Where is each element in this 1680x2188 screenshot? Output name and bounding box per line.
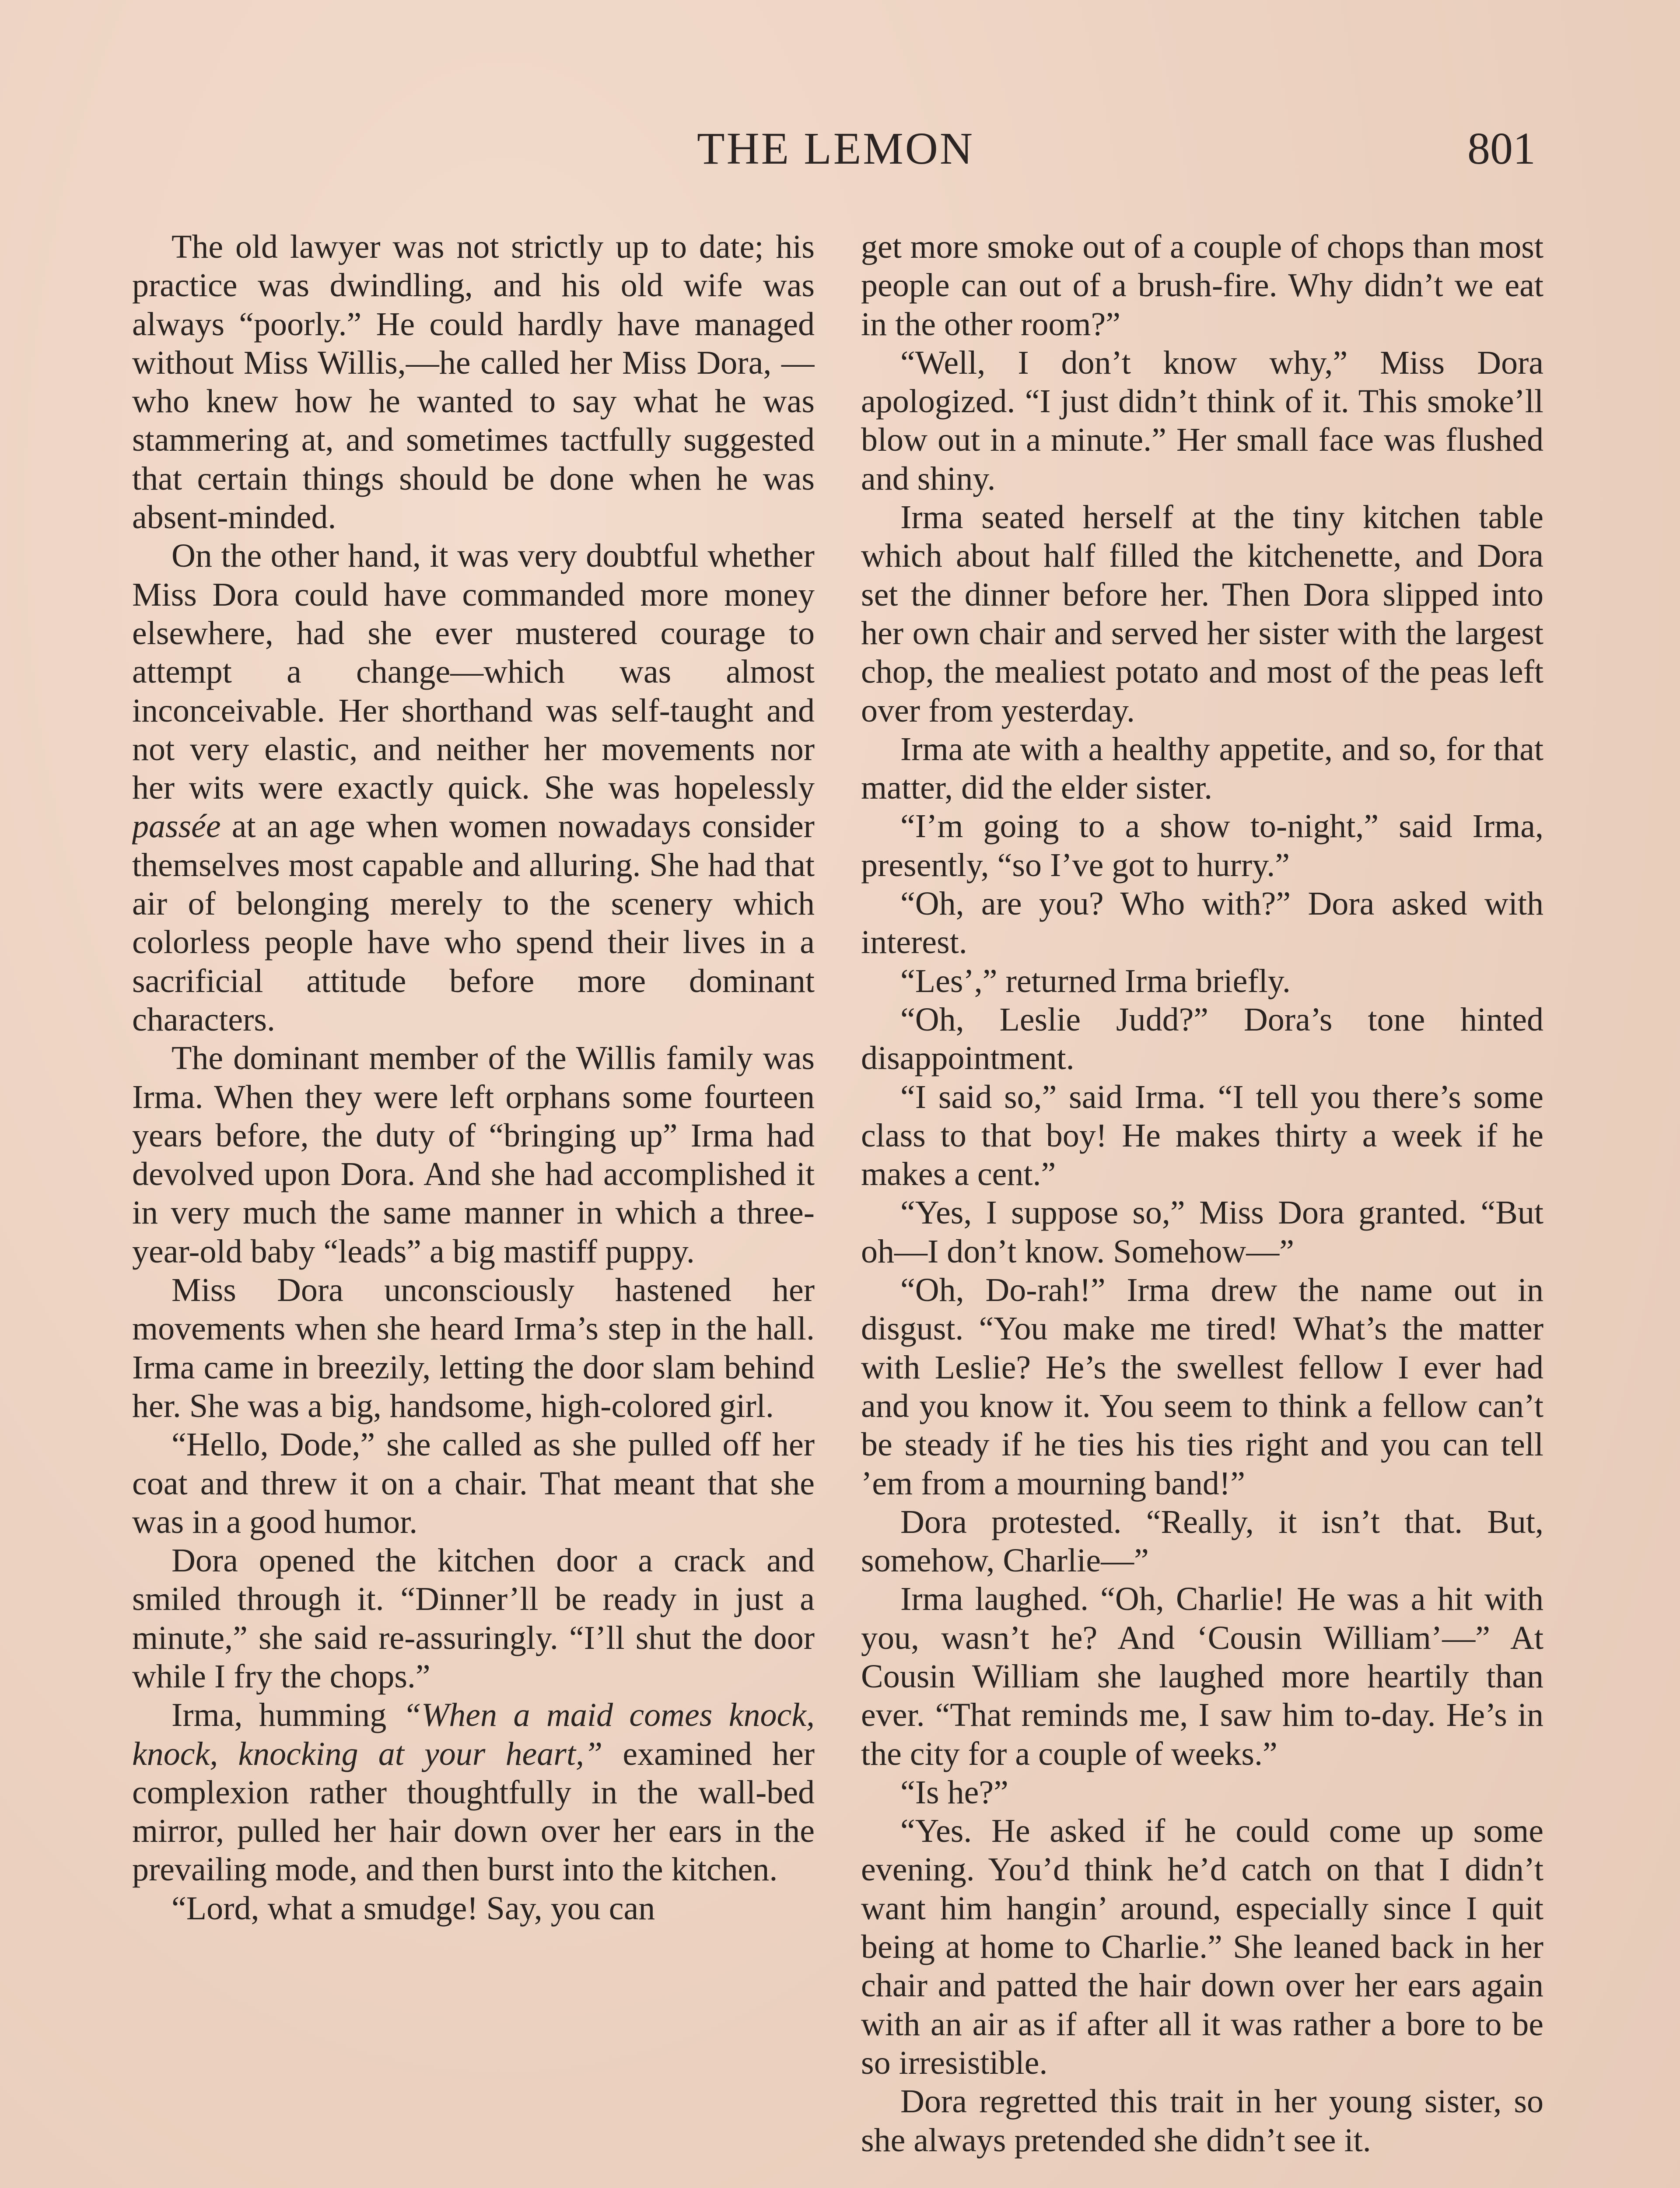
paragraph: “Oh, are you? Who with?” Dora asked with interest. — [861, 885, 1544, 961]
paragraph: Irma seated herself at the tiny kitchen table which about half filled the kitchenette, and Dora set the dinner before her. Then Dora slipped into her own chair and served her sister with the largest chop, the mealiest potato and most of the peas left over from yesterday. — [861, 499, 1544, 729]
paragraph: “Les’,” returned Irma briefly. — [900, 962, 1291, 999]
paragraph-text: examined her complexion rather thoughtfully in the wall-bed mirror, pulled her hair down over her ears in the prevailing mode, and then burst into the kitchen. — [132, 1735, 815, 1888]
paragraph: “I said so,” said Irma. “I tell you there’s some class to that boy! He makes thirty a week if he makes a cent.” — [861, 1078, 1544, 1193]
paragraph: “Yes. He asked if he could come up some evening. You’d think he’d catch on that I didn’t want him hangin’ around, especially since I quit being at home to Charlie.” She leaned back in her chair and patted the hair down over her ears again with an air as if after all it was rather a bore to be so irresistible. — [861, 1813, 1544, 2081]
paragraph: Dora opened the kitchen door a crack and smiled through it. “Dinner’ll be ready in just a minute,” she said re-assuringly. “I’ll shut the door while I fry the chops.” — [132, 1542, 815, 1695]
paragraph: “Yes, I suppose so,” Miss Dora granted. “But oh—I don’t know. Somehow—” — [861, 1194, 1544, 1270]
paragraph: “Lord, what a smudge! Say, you can — [172, 1890, 655, 1927]
paragraph-text: at an age when women nowadays consider themselves most capable and alluring. She had that air of belonging merely to the scenery which colorless people have who spend their lives in a sacrificial attitude before more dominant characters. — [132, 808, 815, 1038]
page-number: 801 — [1467, 123, 1536, 174]
running-head — [136, 123, 1536, 184]
paragraph-text: Irma, humming — [172, 1697, 403, 1734]
paragraph: “Is he?” — [900, 1774, 1008, 1811]
paragraph: The dominant member of the Willis family was Irma. When they were left orphans some fourteen years before, the duty of “bringing up” Irma had devolved upon Dora. And she had accomplished it in very much the same manner in which a three-year-old baby “leads” a big mastiff puppy. — [132, 1040, 815, 1270]
italic-phrase: “When a maid comes knock, knock, knocking at your heart,” — [132, 1697, 815, 1772]
paragraph: Irma laughed. “Oh, Charlie! He was a hit with you, wasn’t he? And ‘Cousin William’—” At Cousin William she laughed more heartily than ever. “That reminds me, I saw him to-day. He’s in the city for a couple of weeks.” — [861, 1581, 1544, 1772]
right-text-column — [861, 228, 1544, 2188]
paragraph: Dora regretted this trait in her young sister, so she always pretended she didn’t see it. — [861, 2083, 1544, 2159]
paragraph: “Oh, Leslie Judd?” Dora’s tone hinted disappointment. — [861, 1001, 1544, 1077]
paragraph: “Oh, Do-rah!” Irma drew the name out in disgust. “You make me tired! What’s the matter with Leslie? He’s the swellest fellow I ever had and you know it. You seem to think a fellow can’t be steady if he ties his ties right and you can tell ’em from a mourning band!” — [861, 1272, 1544, 1502]
paragraph — [132, 536, 815, 1039]
paragraph: get more smoke out of a couple of chops than most people can out of a brush-fire. Why didn’t we eat in the other room?” — [861, 228, 1544, 343]
left-text-column — [132, 228, 815, 2188]
paragraph-text: On the other hand, it was very doubtful whether Miss Dora could have commanded more money elsewhere, had she ever mustered courage to attempt a change—which was almost inconceivable. Her shorthand was self-taught and not very elastic, and neither her movements nor her wits were exactly quick. She was hopelessly — [132, 537, 815, 806]
paragraph: “Hello, Dode,” she called as she pulled off her coat and threw it on a chair. That meant that she was in a good humor. — [132, 1426, 815, 1540]
italic-phrase: passée — [132, 808, 221, 845]
running-title: THE LEMON — [697, 123, 974, 174]
paragraph — [132, 1696, 815, 1889]
paragraph: Irma ate with a healthy appetite, and so, for that matter, did the elder sister. — [861, 730, 1544, 806]
paragraph: “Well, I don’t know why,” Miss Dora apologized. “I just didn’t think of it. This smoke’ll blow out in a minute.” Her small face was flushed and shiny. — [861, 344, 1544, 497]
paragraph: Miss Dora unconsciously hastened her movements when she heard Irma’s step in the hall. Irma came in breezily, letting the door slam behind her. She was a big, handsome, high-colored girl. — [132, 1272, 815, 1424]
paragraph: Dora protested. “Really, it isn’t that. But, somehow, Charlie—” — [861, 1503, 1544, 1579]
paragraph: “I’m going to a show to-night,” said Irma, presently, “so I’ve got to hurry.” — [861, 808, 1544, 884]
paragraph: The old lawyer was not strictly up to date; his practice was dwindling, and his old wife was always “poorly.” He could hardly have managed without Miss Willis,—he called her Miss Dora, —who knew how he wanted to say what he was stammering at, and sometimes tactfully suggested that certain things should be done when he was absent-minded. — [132, 228, 815, 536]
